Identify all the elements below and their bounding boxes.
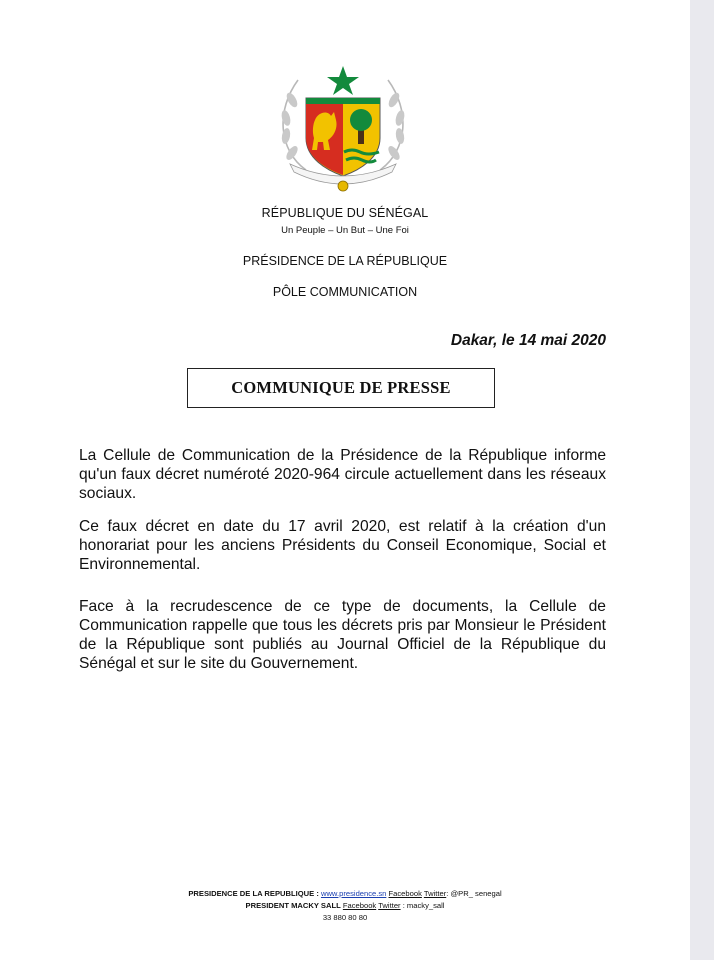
senegal-coat-of-arms-icon [268, 60, 418, 195]
press-release-title [187, 368, 495, 408]
footer-president-twitter-link[interactable]: Twitter [378, 901, 401, 910]
footer-twitter-handle: : @PR_ senegal [446, 889, 502, 898]
footer-president-handle: : macky_sall [402, 901, 445, 910]
national-motto: Un Peuple – Un But – Une Foi [281, 225, 409, 236]
paragraph-1: La Cellule de Communication de la Présidence de la République informe qu'un faux décret numéroté 2020-964 circule actuellement dans les réseaux sociaux. [79, 447, 606, 502]
footer-president-facebook-link[interactable]: Facebook [342, 901, 377, 910]
paragraph-2: Ce faux décret en date du 17 avril 2020, est relatif à la création d'un honorariat pour les anciens Présidents du Conseil Economique, Social et Environnemental. [79, 518, 606, 573]
footer-website-link[interactable]: www.presidence.sn [320, 889, 387, 898]
footer-president-label: PRESIDENT MACKY SALL [245, 901, 341, 910]
footer-line-2 [0, 901, 690, 910]
date-line: Dakar, le 14 mai 2020 [450, 332, 606, 349]
communication-pole-heading: PÔLE COMMUNICATION [272, 285, 418, 299]
footer-presidency-label: PRESIDENCE DE LA REPUBLIQUE : [188, 889, 319, 898]
page-gutter [690, 0, 714, 960]
paragraph-3: Face à la recrudescence de ce type de documents, la Cellule de Communication rappelle que tous les décrets pris par Monsieur le Président de la République sont publiés au Journal Officiel de la République du Sénégal et sur le site du Gouvernement. [79, 598, 606, 672]
footer-twitter-link[interactable]: Twitter [423, 889, 447, 898]
republic-heading: RÉPUBLIQUE DU SÉNÉGAL [261, 206, 429, 220]
footer-facebook-link[interactable]: Facebook [388, 889, 422, 898]
presidency-heading: PRÉSIDENCE DE LA RÉPUBLIQUE [242, 254, 448, 268]
footer-line-1 [0, 889, 690, 898]
footer-phone: 33 880 80 80 [322, 913, 368, 922]
press-release-title-text: COMMUNIQUE DE PRESSE [231, 378, 451, 397]
